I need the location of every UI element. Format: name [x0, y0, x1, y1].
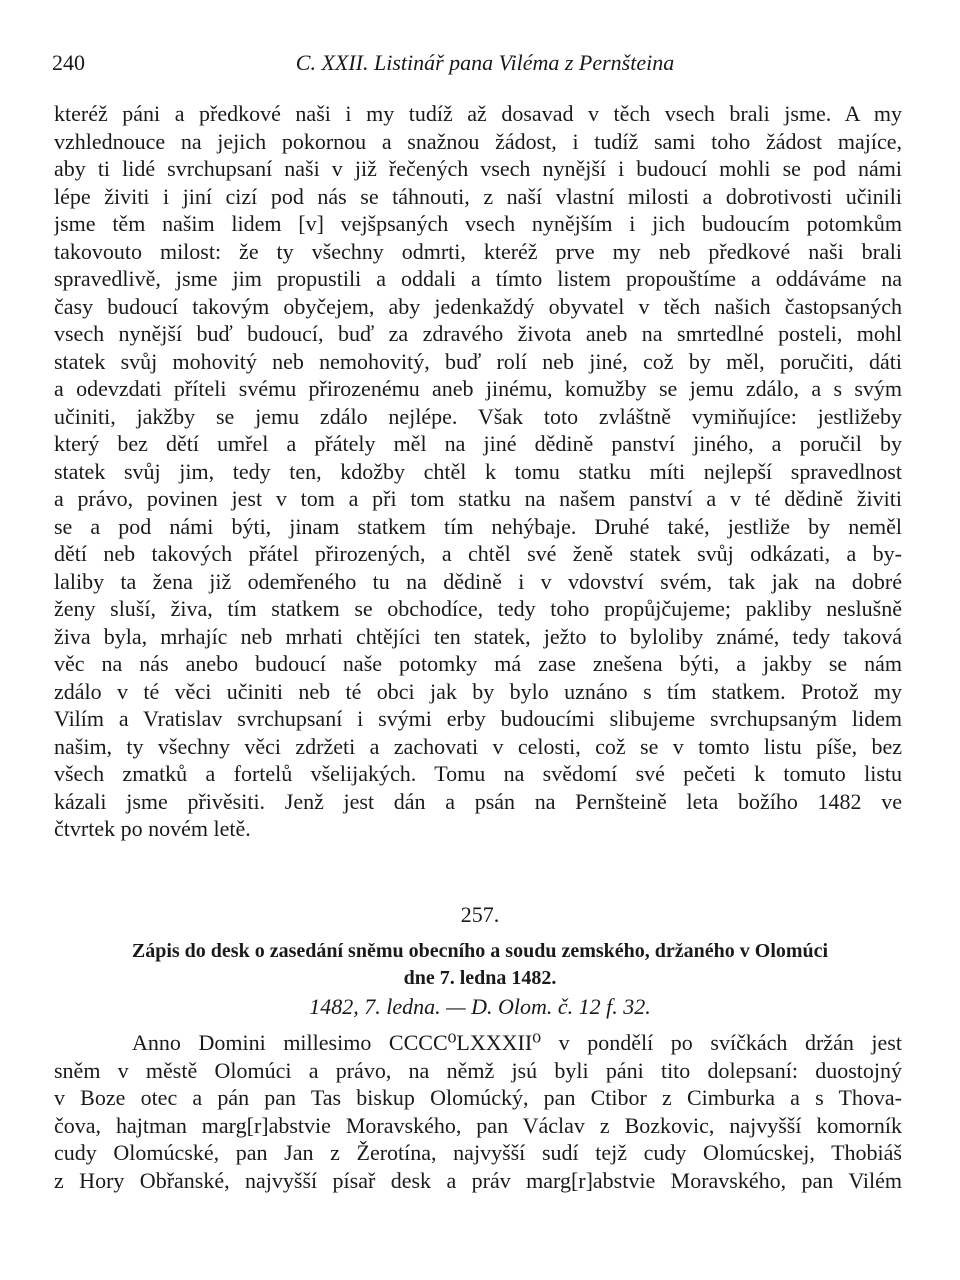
document-title-line: dne 7. ledna 1482.: [403, 967, 557, 989]
text-line: vzhlednouce na jejich pokornou a snažnou žádost, i tudíž sami toho žádost majíce,: [54, 128, 902, 154]
document-number: 257.: [460, 902, 500, 927]
main-text: [54, 100, 902, 843]
text-line: spravedlivě, jsme jim propustili a oddali a tímto listem propouštíme a oddáváme na: [54, 266, 902, 291]
text-line: takovouto milost: že ty všechny odmrti, kteréž prve my neb předkové naši brali: [54, 238, 902, 264]
text-line: učiniti, jakžby se jemu zdálo nejlépe. Však toto zvláštně vymiňujíce: jestližeby: [54, 403, 902, 429]
text-line: a právo, povinen jest v tom a při tom statku na našem panství a v té dědině živiti: [54, 486, 902, 511]
text-line: v Boze otec a pán pan Tas biskup Olomúcký, pan Ctibor z Cimburka a s Thova-: [54, 1085, 902, 1110]
text-line: ženy sluší, živa, tím statkem se obchodíce, tedy toho propůjčujeme; pakliby neslušně: [54, 596, 902, 621]
text-line: Vilím a Vratislav svrchupsaní i svými erby budoucími slibujeme svrchupsaným lidem: [54, 706, 902, 731]
document-date-source: 1482, 7. ledna. — D. Olom. č. 12 f. 32.: [309, 994, 651, 1019]
page-header: [52, 50, 908, 80]
text-line: zdálo v té věci učiniti neb té obci jak by bylo uznáno s tím statkem. Protož my: [54, 678, 902, 704]
text-line: kázali jsme přivěsiti. Jenž jest dán a psán na Pernšteině leta božího 1482 ve: [54, 788, 902, 814]
text-line: živa byla, mrhajíc neb mrhati chtějíci ten statek, ježto to byloliby známé, tedy taková: [54, 623, 902, 649]
text-line: všech zmatků a fortelů všelijakých. Tomu na svědomí své pečeti k tomuto listu: [54, 761, 902, 786]
text-line: se a pod námi býti, jinam statkem tím nehýbaje. Druhé také, jestliže by neměl: [54, 513, 902, 539]
text-line: statek svůj mohovitý neb nemohovitý, buď rolí neb jiné, což by měl, poručiti, dáti: [54, 348, 902, 374]
text-line: z Hory Obřanské, najvyšší písař desk a práv marg[r]abstvie Moravského, pan Vilém: [54, 1167, 902, 1193]
text-line: časy budoucí takovým obyčejem, aby jedenkaždý obyvatel v těch našich častopsaných: [54, 293, 902, 319]
text-line: dětí neb takových přátel přirozených, a chtěl své ženě statek svůj odkázati, a by-: [54, 541, 902, 566]
document-title-line: Zápis do desk o zasedání sněmu obecního a soudu zemského, držaného v Olomúci: [131, 940, 829, 962]
text-line: aby ti lidé svrchupsaní naši v již řečených vsech nynější i budoucí mohli se pod námi: [54, 156, 902, 181]
text-line: kteréž páni a předkové naši i my tudíž až dosavad v těch vsech brali jsme. A my: [54, 101, 902, 126]
text-line: čova, hajtman marg[r]abstvie Moravského, pan Václav z Bozkovic, najvyšší komorník: [54, 1112, 902, 1138]
text-line: cudy Olomúcské, pan Jan z Žerotína, najvyšší sudí tejž cudy Olomúcskej, Thobiáš: [54, 1140, 902, 1165]
text-line: a odevzdati příteli svému přirozenému aneb jinému, komužby se jemu zdálo, a s svým: [54, 376, 902, 401]
text-line: čtvrtek po novém letě.: [54, 816, 251, 841]
text-line: statek svůj jim, tedy ten, kdožby chtěl k tomu statku míti nejlepší spravedlnost: [54, 458, 902, 484]
text-line: Anno Domini millesimo CCCC⁰LXXXII⁰ v pondělí po svíčkách držán jest: [132, 1030, 902, 1055]
text-line: lépe živiti i jiní cizí pod nás se táhnouti, z naší vlastní milosti a dobrotivosti učinili: [54, 183, 902, 209]
text-line: jsme těm našim lidem [v] vejšpsaných vsech nynějším i jich budoucím potomkům: [54, 211, 902, 236]
text-line: který bez dětí umřel a přátely měl na jiné dědině panství jiného, a poručil by: [54, 431, 902, 456]
text-line: věc na nás anebo budoucí naše potomky má zase znešena býti, a jakby se nám: [54, 651, 902, 676]
text-line: sněm v městě Olomúci a právo, na němž jsú byli páni tito dolepsaní: duostojný: [54, 1057, 902, 1083]
text-line: laliby ta žena již odemřeného tu na dědině i v vdovství svém, tak jak na dobré: [54, 568, 902, 594]
running-head: C. XXII. Listinář pana Viléma z Pernšteina: [295, 50, 675, 75]
document-text: [54, 1029, 902, 1194]
text-line: vsech nynější buď budoucí, buď za zdravého života aneb na smrtedlné posteli, mohl: [54, 321, 902, 346]
text-line: našim, ty všechny věci zdržeti a zachovati v celosti, což se v tomto listu píše, bez: [54, 733, 902, 759]
page-number: 240: [52, 50, 85, 75]
document-title: [60, 938, 900, 992]
